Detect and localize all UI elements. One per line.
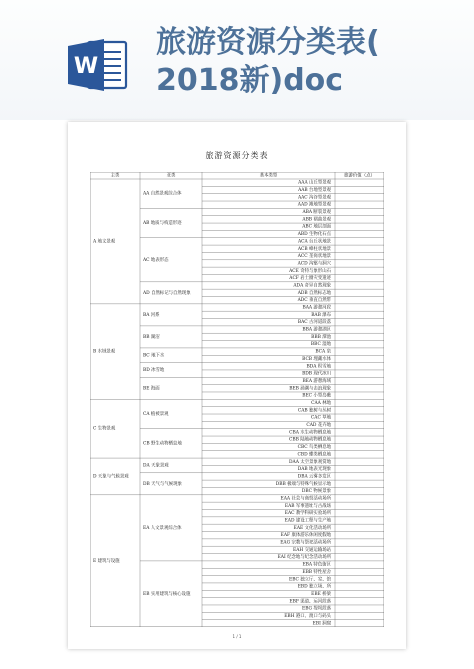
basic-type-cell: EBA 特色街区 <box>302 562 331 568</box>
basic-type-cell: ADA 奇异自然现象 <box>293 283 331 289</box>
basic-type-cell: AAB 台地型景观 <box>298 188 331 194</box>
main-class-cell: D 天象与气候景观 <box>93 474 129 480</box>
basic-type-cell: CBD 蝶类栖息地 <box>297 452 331 458</box>
subclass-cell: BC 地下水 <box>143 353 165 359</box>
basic-type-cell: ACE 奇特与象形山石 <box>289 268 331 274</box>
column-header: 基本类型 <box>259 173 278 179</box>
basic-type-cell: ABD 生物化石点 <box>297 232 331 238</box>
document-title-line1: 旅游资源分类表( <box>156 25 380 60</box>
classification-table-grid <box>90 172 384 627</box>
column-header: 亚类 <box>166 173 176 179</box>
basic-type-cell: EAH 交通运输场站 <box>293 547 331 553</box>
subclass-cell: DB 天气与气候现象 <box>143 481 182 487</box>
basic-type-cell: BEB 涌潮与击浪现象 <box>289 386 331 392</box>
basic-type-cell: ACA 台丘状地景 <box>297 239 331 245</box>
subclass-cell: EA 人文景观综合体 <box>143 525 182 531</box>
basic-type-cell: DBA 云雾多发区 <box>297 474 331 480</box>
classification-table <box>90 172 384 627</box>
basic-type-cell: EBF 渠道、运河段落 <box>289 599 331 605</box>
basic-type-cell: EAF 康体游乐休闲度假地 <box>280 533 331 539</box>
document-title-line2: 2018新)doc <box>156 63 344 98</box>
basic-type-cell: ADC 垂直自然带 <box>297 298 331 304</box>
main-class-cell: B 水域景观 <box>93 349 116 355</box>
basic-type-cell: EAE 文化活动场所 <box>293 525 331 531</box>
basic-type-cell: EBB 特性屋舍 <box>302 569 331 575</box>
basic-type-cell: ACF 岩土圈灾变遗迹 <box>289 276 331 282</box>
subclass-cell: AA 自然景观综合体 <box>143 191 182 197</box>
subclass-cell: AB 地质与构造形迹 <box>143 221 182 227</box>
basic-type-cell: EBI 洞窟 <box>312 621 331 627</box>
basic-type-cell: EAD 建设工程与生产地 <box>284 518 331 524</box>
column-header: 旅游价值（点） <box>344 173 375 179</box>
basic-type-cell: AAC 沟谷型景观 <box>297 195 331 201</box>
subclass-cell: AD 自然标记与自然现象 <box>143 290 191 296</box>
basic-type-cell: BBA 游憩湖区 <box>302 327 331 333</box>
basic-type-cell: ABA 断裂景观 <box>302 210 331 216</box>
basic-type-cell: EAA 社会与商贸活动场所 <box>280 496 331 502</box>
page-indicator: 1 / 1 <box>232 634 242 639</box>
basic-type-cell: DBB 极端与特殊气候显示地 <box>275 481 331 487</box>
basic-type-cell: EAI 纪念地与纪念活动场所 <box>277 555 331 561</box>
main-class-cell: C 生物景观 <box>93 426 116 432</box>
basic-type-cell: ACD 沟壑与洞穴 <box>297 261 331 267</box>
basic-type-cell: BBC 湿地 <box>310 342 331 348</box>
basic-type-cell: EAG 宗教与祭祀活动场所 <box>280 540 331 546</box>
document-title <box>156 24 466 100</box>
basic-type-cell: AAD 滩地型景观 <box>297 202 331 208</box>
basic-type-cell: CAD 花卉地 <box>306 423 331 429</box>
basic-type-cell: EAC 教学科研实验场所 <box>284 511 331 517</box>
basic-type-cell: DBC 物候景象 <box>301 489 331 495</box>
column-header: 主类 <box>110 173 120 179</box>
subclass-cell: CB 野生动物栖息地 <box>143 441 182 447</box>
basic-type-cell: AAA 山丘型景观 <box>298 180 331 186</box>
basic-type-cell: BEC 小型岛礁 <box>302 393 331 399</box>
subclass-cell: BA 河系 <box>143 312 160 318</box>
document-page <box>68 122 406 649</box>
table-heading: 旅游资源分类表 <box>205 151 269 160</box>
main-class-cell: A 地文景观 <box>93 239 116 245</box>
main-class-cell: E 建筑与设施 <box>93 558 120 564</box>
basic-type-cell: CAB 独树与丛树 <box>297 408 331 414</box>
svg-text:W: W <box>73 54 99 79</box>
basic-type-cell: EBH 港口、渡口与码头 <box>284 613 331 619</box>
basic-type-cell: EBE 桥梁 <box>311 591 331 597</box>
basic-type-cell: ACB 峰柱状地景 <box>297 246 331 252</box>
subclass-cell: DA 天象景观 <box>143 463 169 469</box>
subclass-cell: EB 实用建筑与核心设施 <box>143 591 191 597</box>
subclass-cell: BD 冰雪地 <box>143 367 165 373</box>
basic-type-cell: BAB 瀑布 <box>311 312 331 318</box>
document-header <box>0 0 474 120</box>
basic-type-cell: BCB 埋藏水体 <box>302 356 331 362</box>
basic-type-cell: DAB 地表光现象 <box>297 467 331 473</box>
basic-type-cell: ABB 褶曲景观 <box>302 217 331 223</box>
subclass-cell: BE 海面 <box>143 386 160 392</box>
basic-type-cell: CBA 水生动物栖息地 <box>289 430 331 436</box>
basic-type-cell: BAA 游憩河段 <box>302 305 331 311</box>
basic-type-cell: EBG 堤坝段落 <box>302 606 331 612</box>
basic-type-cell: CBB 陆地动物栖息地 <box>289 437 331 443</box>
basic-type-cell: DAA 太空景象观赏地 <box>289 459 331 465</box>
basic-type-cell: EBC 独立厅、室、馆 <box>288 577 331 583</box>
basic-type-cell: BEA 游憩海域 <box>302 378 331 384</box>
subclass-cell: BB 湖沼 <box>143 334 160 340</box>
basic-type-cell: BDA 积雪地 <box>306 364 331 370</box>
basic-type-cell: CAC 草地 <box>310 415 331 421</box>
basic-type-cell: BCA 泉 <box>315 349 331 355</box>
basic-type-cell: BAC 古河道段落 <box>297 320 331 326</box>
basic-type-cell: CAA 林地 <box>311 401 331 406</box>
basic-type-cell: BDB 现代冰川 <box>302 371 331 377</box>
basic-type-cell: CBC 鸟类栖息地 <box>297 445 331 451</box>
basic-type-cell: ACC 垄岗状地景 <box>297 254 331 260</box>
basic-type-cell: EBD 独立场、所 <box>297 584 331 590</box>
word-document-icon <box>66 36 130 94</box>
basic-type-cell: ABC 地层剖面 <box>302 224 331 230</box>
subclass-cell: CA 植被景观 <box>143 412 169 418</box>
basic-type-cell: ADB 自然标志地 <box>297 290 331 296</box>
subclass-cell: AC 地表形态 <box>143 257 169 263</box>
basic-type-cell: EAB 军事遗址与古战场 <box>284 503 331 509</box>
basic-type-cell: BBB 潭池 <box>311 334 331 340</box>
